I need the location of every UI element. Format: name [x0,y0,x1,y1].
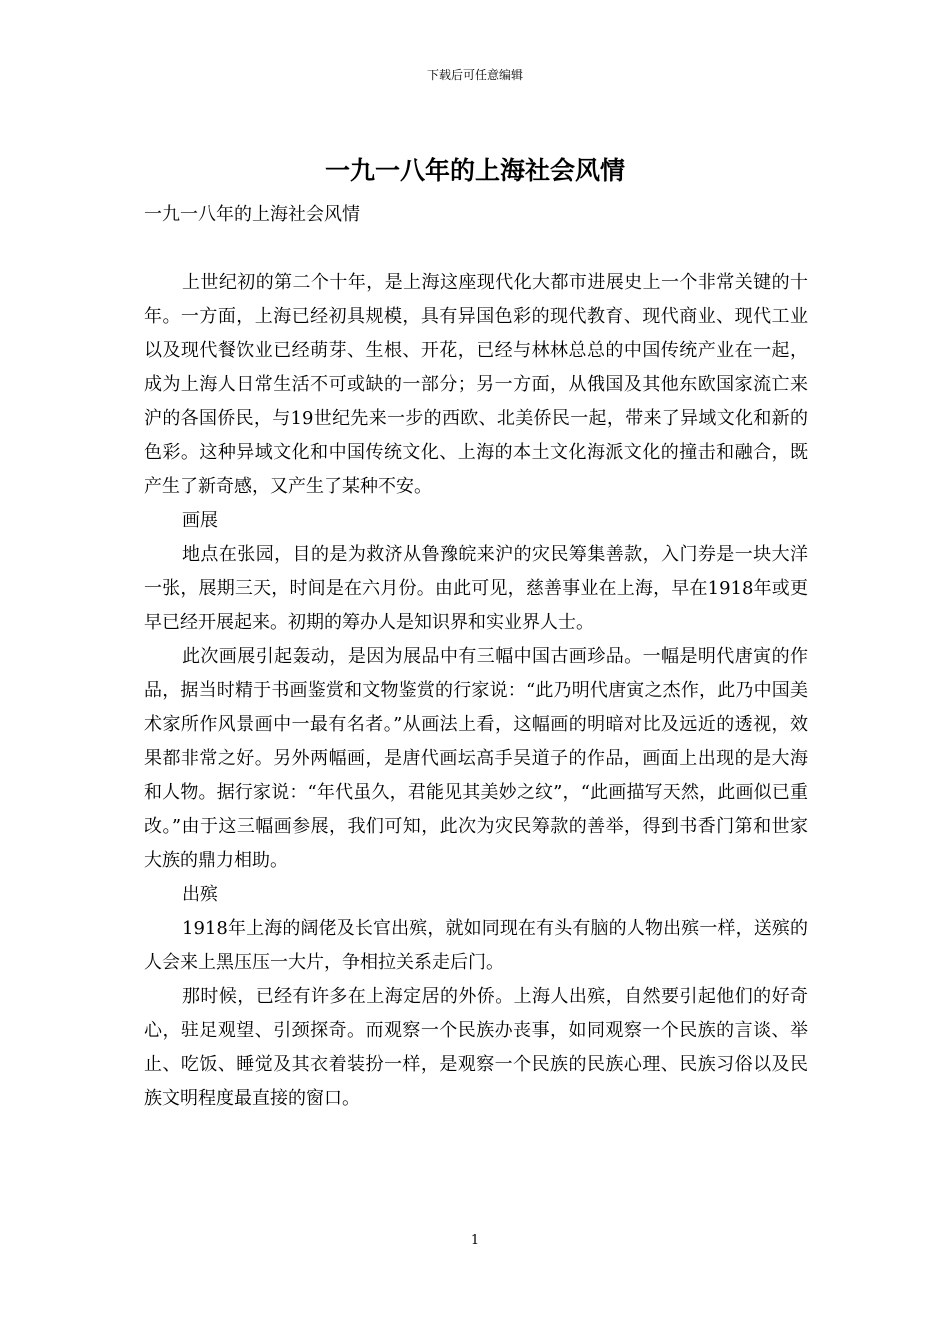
page-header: 下载后可任意编辑 [426,68,523,82]
paragraph-funeral-foreigners: 那时候，已经有许多在上海定居的外侨。上海人出殡，自然要引起他们的好奇心，驻足观望、引颈探奇。而观察一个民族办丧事，如同观察一个民族的言谈、举止、吃饭、睡觉及其衣着装扮一样，是观察一个民族的民族心理、民族习俗以及民族文明程度最直接的窗口。 [144,986,808,1109]
document-title: 一九一八年的上海社会风情 [324,156,625,185]
paragraph-funeral-procession: 1918年上海的阔佬及长官出殡，就如同现在有头有脑的人物出殡一样，送殡的人会来上黑压压一大片，争相拉关系走后门。 [144,918,808,973]
page-number: 1 [470,1233,480,1248]
paragraph-exhibition-location: 地点在张园，目的是为救济从鲁豫皖来沪的灾民筹集善款，入门券是一块大洋一张，展期三天，时间是在六月份。由此可见，慈善事业在上海，早在1918年或更早已经开展起来。初期的筹办人是知识界和实业界人士。 [144,544,808,633]
section-heading-funeral: 出殡 [182,884,218,905]
blank-line [144,232,808,266]
paragraph-exhibition-paintings: 此次画展引起轰动，是因为展品中有三幅中国古画珍品。一幅是明代唐寅的作品，据当时精于书画鉴赏和文物鉴赏的行家说：“此乃明代唐寅之杰作，此乃中国美术家所作风景画中一最有名者。”从画法上看，这幅画的明暗对比及远近的透视，效果都非常之好。另外两幅画，是唐代画坛高手吴道子的作品，画面上出现的是大海和人物。据行家说：“年代虽久，君能见其美妙之纹”，“此画描写天然，此画似已重改。”由于这三幅画参展，我们可知，此次为灾民筹款的善举，得到书香门第和世家大族的鼎力相助。 [144,646,808,871]
document-body [144,198,808,1116]
section-heading-exhibition: 画展 [182,510,218,531]
paragraph-intro: 上世纪初的第二个十年，是上海这座现代化大都市进展史上一个非常关键的十年。一方面，上海已经初具规模，具有异国色彩的现代教育、现代商业、现代工业以及现代餐饮业已经萌芽、生根、开花，已经与林林总总的中国传统产业在一起，成为上海人日常生活不可或缺的一部分；另一方面，从俄国及其他东欧国家流亡来沪的各国侨民，与19世纪先来一步的西欧、北美侨民一起，带来了异域文化和新的色彩。这种异域文化和中国传统文化、上海的本土文化海派文化的撞击和融合，既产生了新奇感，又产生了某种不安。 [144,272,808,497]
document-subtitle: 一九一八年的上海社会风情 [144,204,360,225]
